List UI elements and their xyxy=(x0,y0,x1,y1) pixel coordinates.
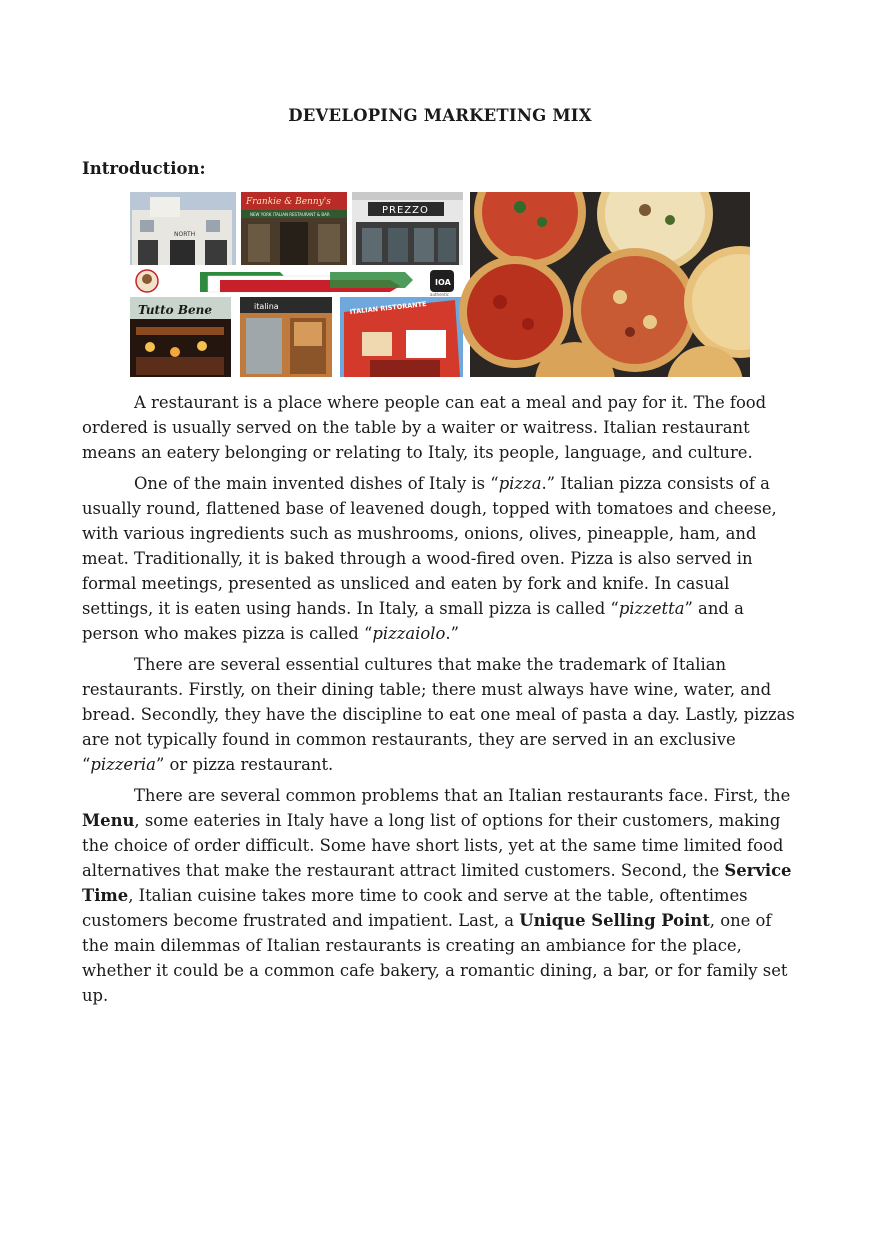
paragraph-4-text-c: , Italian cuisine takes more time to cook and serve at the table, oftentimes customers become frustrated and impatient. Last, a xyxy=(82,886,748,930)
italian-ristorante-sign: ITALIAN RISTORANTE xyxy=(349,299,427,316)
paragraph-2-text-a: One of the main invented dishes of Italy is “ xyxy=(134,474,499,493)
intro-heading: Introduction: xyxy=(82,159,206,178)
paragraph-4-text-d: , one of the main dilemmas of Italian restaurants is creating an ambiance for the place, whether it could be a common cafe bakery, a romantic dining, a bar, or for family set up. xyxy=(82,911,788,1005)
authentic-logo-text: authentic xyxy=(430,292,449,297)
paragraph-pizza xyxy=(82,471,800,646)
photo-prezzo xyxy=(352,192,463,265)
term-pizzaiolo: pizzaiolo xyxy=(372,624,446,643)
paragraph-2-text-c: ” and a person who makes pizza is called “ xyxy=(82,599,744,643)
pizza-photo xyxy=(459,192,750,377)
frankie-subsign: NEW YORK ITALIAN RESTAURANT & BAR xyxy=(250,212,330,217)
term-menu: Menu xyxy=(82,811,135,830)
term-service-time: Service Time xyxy=(82,861,792,905)
paragraph-2-text-d: .” xyxy=(445,624,459,643)
paragraph-restaurant-definition xyxy=(82,390,800,465)
photo-italina xyxy=(240,297,332,377)
paragraph-2-text-b: .” Italian pizza consists of a usually round, flattened base of leavened dough, topped with tomatoes and cheese, with various ingredients such as mushrooms, onions, olives, pineapple, ham, and meat. Traditionally, it is baked through a wood-fired oven. Pizza is also served in formal meetings, presented as unsliced and eaten by fork and knife. In casual settings, it is eaten using hands. In Italy, a small pizza is called “ xyxy=(82,474,777,618)
photo-frankie-bennys xyxy=(241,192,347,265)
north-sign: NORTH xyxy=(174,231,196,238)
photo-tutto-bene xyxy=(130,297,231,377)
paragraph-3-text-b: ” or pizza restaurant. xyxy=(155,755,334,774)
italian-flag-banner xyxy=(130,268,463,297)
paragraph-3-text-a: There are several essential cultures that make the trademark of Italian restaurants. Firstly, on their dining table; there must always have wine, water, and bread. Secondly, they have the discipline to eat one meal of pasta a day. Lastly, pizzas are not typically found in common restaurants, they are served in an exclusive “ xyxy=(82,655,795,774)
italina-sign: italina xyxy=(254,302,279,311)
paragraph-cultures xyxy=(82,652,800,777)
frankie-sign: Frankie & Benny's xyxy=(246,197,331,207)
document-title: DEVELOPING MARKETING MIX xyxy=(288,106,592,125)
svg-text:IOA: IOA xyxy=(435,278,451,287)
photo-north-restaurant xyxy=(130,192,236,265)
tutto-bene-sign: Tutto Bene xyxy=(138,303,212,317)
paragraph-problems xyxy=(82,783,800,1008)
term-pizza: pizza xyxy=(498,474,542,493)
prezzo-sign: PREZZO xyxy=(382,205,429,216)
term-pizzeria: pizzeria xyxy=(90,755,156,774)
restaurant-collage-image xyxy=(130,192,750,377)
photo-italian-ristorante xyxy=(340,297,463,377)
paragraph-4-text-b: , some eateries in Italy have a long list of options for their customers, making the choice of order difficult. Some have short lists, yet at the same time limited food alternatives that make the restaurant attract limited customers. Second, the xyxy=(82,811,784,880)
paragraph-4-text-a: There are several common problems that an Italian restaurants face. First, the xyxy=(134,786,791,805)
paragraph-1-text: A restaurant is a place where people can eat a meal and pay for it. The food ordered is usually served on the table by a waiter or waitress. Italian restaurant means an eatery belonging or relating to Italy, its people, language, and culture. xyxy=(82,393,767,462)
term-pizzetta: pizzetta xyxy=(618,599,685,618)
body-text xyxy=(82,390,800,1014)
term-unique-selling-point: Unique Selling Point xyxy=(519,911,710,930)
